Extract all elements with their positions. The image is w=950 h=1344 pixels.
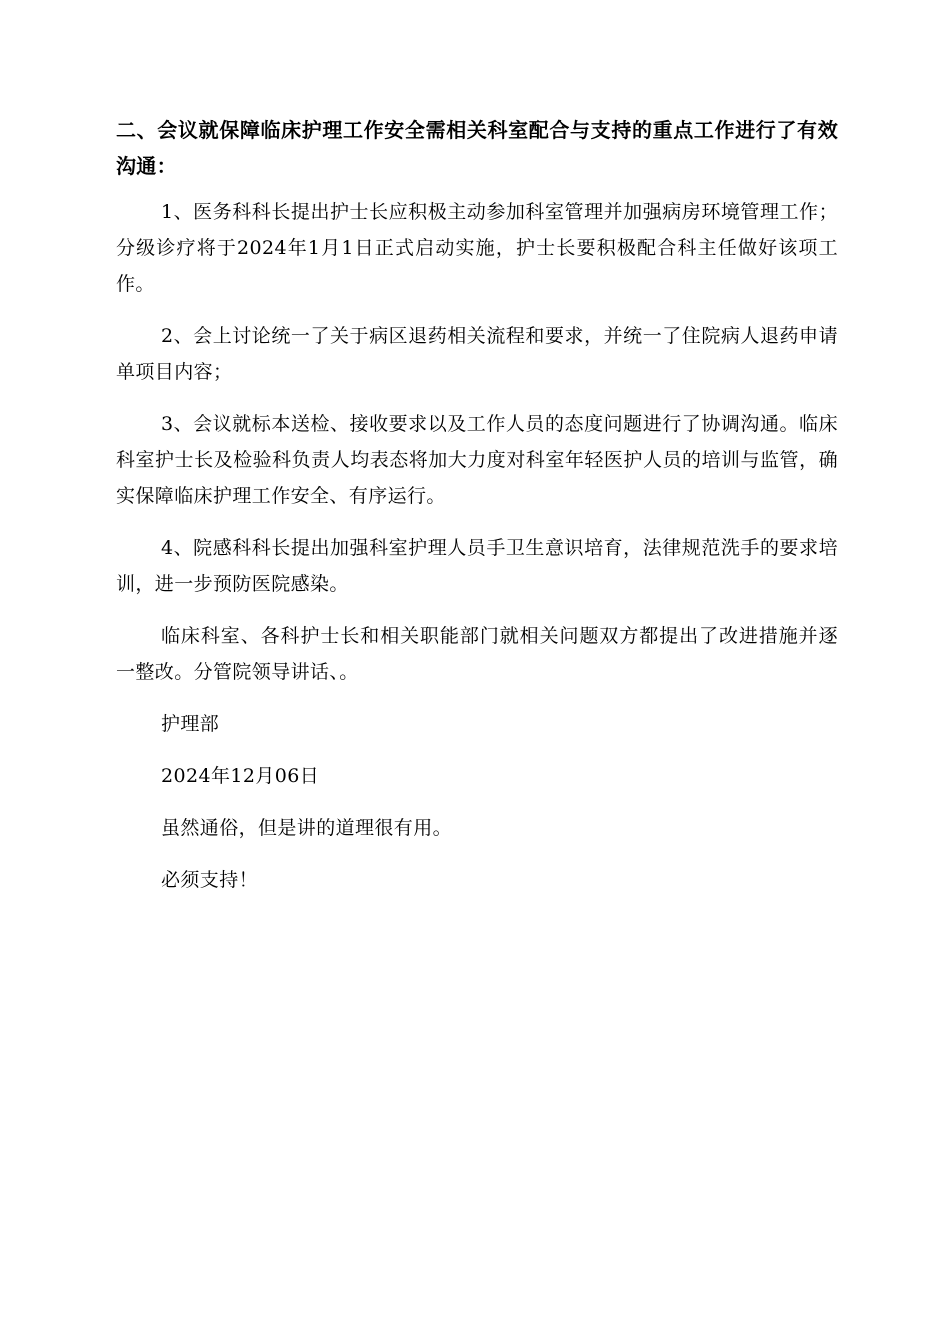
item-2-paragraph: 2、会上讨论统一了关于病区退药相关流程和要求，并统一了住院病人退药申请单项目内容； [116, 325, 838, 383]
item-3-paragraph: 3、会议就标本送检、接收要求以及工作人员的态度问题进行了协调沟通。临床科室护士长及检验科负责人均表态将加大力度对科室年轻医护人员的培训与监管，确实保障临床护理工作安全、有序运行。 [116, 413, 838, 507]
document-page [116, 112, 838, 914]
summary-paragraph: 临床科室、各科护士长和相关职能部门就相关问题双方都提出了改进措施并逐一整改。分管院领导讲话、。 [116, 625, 838, 683]
item-1-paragraph: 1、医务科科长提出护士长应积极主动参加科室管理并加强病房环境管理工作；分级诊疗将于2024年1月1日正式启动实施，护士长要积极配合科主任做好该项工作。 [116, 201, 838, 295]
signature: 护理部 [161, 713, 220, 735]
date: 2024年12月06日 [161, 765, 320, 787]
item-4-paragraph: 4、院感科科长提出加强科室护理人员手卫生意识培育，法律规范洗手的要求培训，进一步预防医院感染。 [116, 537, 838, 595]
section-heading: 二、会议就保障临床护理工作安全需相关科室配合与支持的重点工作进行了有效沟通： [116, 118, 838, 178]
comment-2: 必须支持！ [161, 869, 259, 891]
comment-1: 虽然通俗，但是讲的道理很有用。 [161, 817, 453, 839]
